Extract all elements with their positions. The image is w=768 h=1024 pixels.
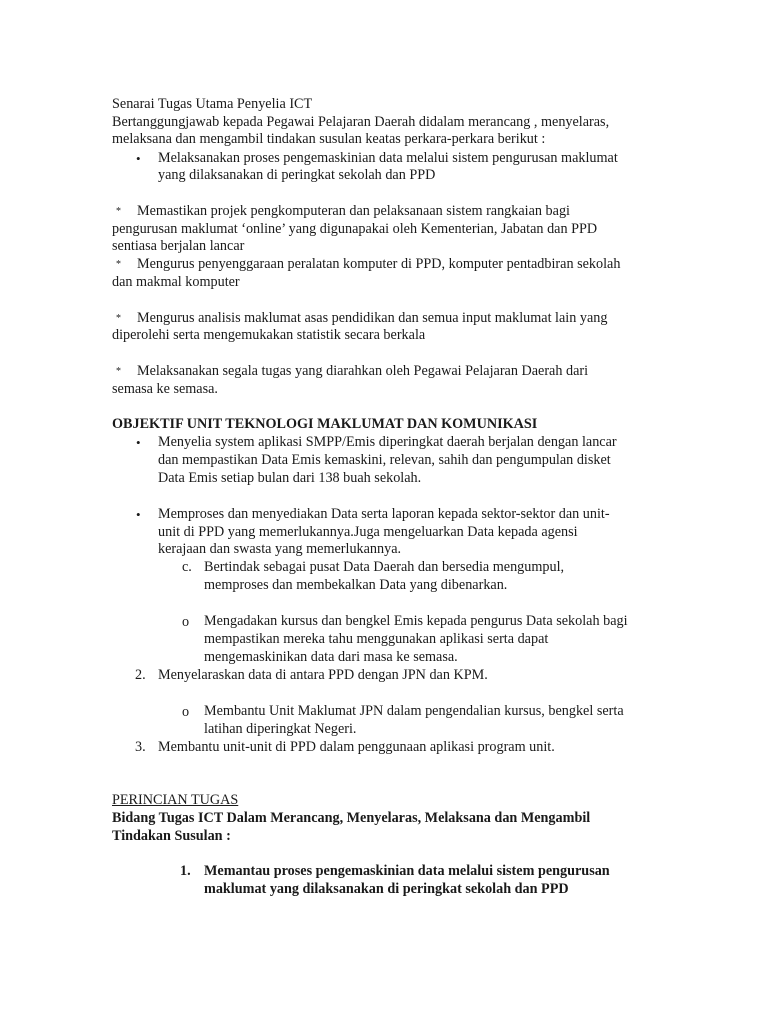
list-item: Melaksanakan proses pengemaskinian data melalui sistem pengurusan maklumat (158, 150, 618, 166)
bullet-icon: • (136, 151, 141, 166)
list-marker: o (182, 614, 190, 630)
list-item: Melaksanakan segala tugas yang diarahkan oleh Pegawai Pelajaran Daerah dari (137, 363, 589, 379)
list-item: Menyelaraskan data di antara PPD dengan JPN dan KPM. (158, 667, 488, 683)
list-item: Menyelia system aplikasi SMPP/Emis diperingkat daerah berjalan dengan lancar (158, 434, 617, 450)
list-item: Mengurus penyenggaraan peralatan komputer di PPD, komputer pentadbiran sekolah (137, 256, 621, 272)
asterisk-icon: * (116, 206, 121, 217)
sub-list-item: Membantu Unit Maklumat JPN dalam pengendalian kursus, bengkel serta (204, 703, 624, 719)
list-item: sentiasa berjalan lancar (112, 238, 245, 254)
asterisk-icon: * (116, 259, 121, 270)
list-marker: 2. (135, 667, 146, 683)
list-item: yang dilaksanakan di peringkat sekolah dan PPD (158, 167, 436, 183)
intro-line: melaksana dan mengambil tindakan susulan keatas perkara-perkara berikut : (112, 131, 546, 147)
list-item: dan mempastikan Data Emis kemaskini, relevan, sahih dan pengumpulan disket (158, 452, 611, 468)
sub-list-item: memproses dan membekalkan Data yang dibenarkan. (204, 577, 508, 593)
list-item: unit di PPD yang memerlukannya.Juga mengeluarkan Data kepada agensi (158, 524, 578, 540)
sub-list-item: mempastikan mereka tahu menggunakan aplikasi serta dapat (204, 631, 549, 647)
asterisk-icon: * (116, 366, 121, 377)
sub-list-item: latihan diperingkat Negeri. (204, 721, 357, 737)
list-item: semasa ke semasa. (112, 381, 218, 397)
list-marker: 1. (180, 863, 191, 879)
sub-list-item: Bertindak sebagai pusat Data Daerah dan bersedia mengumpul, (204, 559, 565, 575)
intro-line: Bertanggungjawab kepada Pegawai Pelajaran Daerah didalam merancang , menyelaras, (112, 114, 610, 130)
list-item: pengurusan maklumat ‘online’ yang digunapakai oleh Kementerian, Jabatan dan PPD (112, 221, 598, 237)
list-item: maklumat yang dilaksanakan di peringkat sekolah dan PPD (204, 881, 569, 897)
list-marker: o (182, 704, 190, 720)
list-item: Memantau proses pengemaskinian data melalui sistem pengurusan (204, 863, 610, 879)
list-marker: 3. (135, 739, 146, 755)
section-heading: PERINCIAN TUGAS (112, 792, 239, 808)
sub-list-item: mengemaskinikan data dari masa ke semasa. (204, 649, 458, 665)
subheading: Bidang Tugas ICT Dalam Merancang, Menyelaras, Melaksana dan Mengambil (112, 810, 591, 826)
list-item: diperolehi serta mengemukakan statistik secara berkala (112, 327, 426, 343)
bullet-icon: • (136, 507, 141, 522)
list-item: Membantu unit-unit di PPD dalam penggunaan aplikasi program unit. (158, 739, 555, 755)
subheading: Tindakan Susulan : (112, 828, 231, 844)
list-item: kerajaan dan swasta yang memerlukannya. (158, 541, 402, 557)
document-title: Senarai Tugas Utama Penyelia ICT (112, 96, 313, 112)
section-heading: OBJEKTIF UNIT TEKNOLOGI MAKLUMAT DAN KOMUNIKASI (112, 416, 538, 432)
bullet-icon: • (136, 435, 141, 450)
list-item: Mengurus analisis maklumat asas pendidikan dan semua input maklumat lain yang (137, 310, 608, 326)
list-item: Memastikan projek pengkomputeran dan pelaksanaan sistem rangkaian bagi (137, 203, 570, 219)
list-marker: c. (182, 559, 192, 575)
list-item: dan makmal komputer (112, 274, 240, 290)
sub-list-item: Mengadakan kursus dan bengkel Emis kepada pengurus Data sekolah bagi (204, 613, 628, 629)
list-item: Memproses dan menyediakan Data serta laporan kepada sektor-sektor dan unit- (158, 506, 610, 522)
list-item: Data Emis setiap bulan dari 138 buah sekolah. (158, 470, 422, 486)
asterisk-icon: * (116, 313, 121, 324)
